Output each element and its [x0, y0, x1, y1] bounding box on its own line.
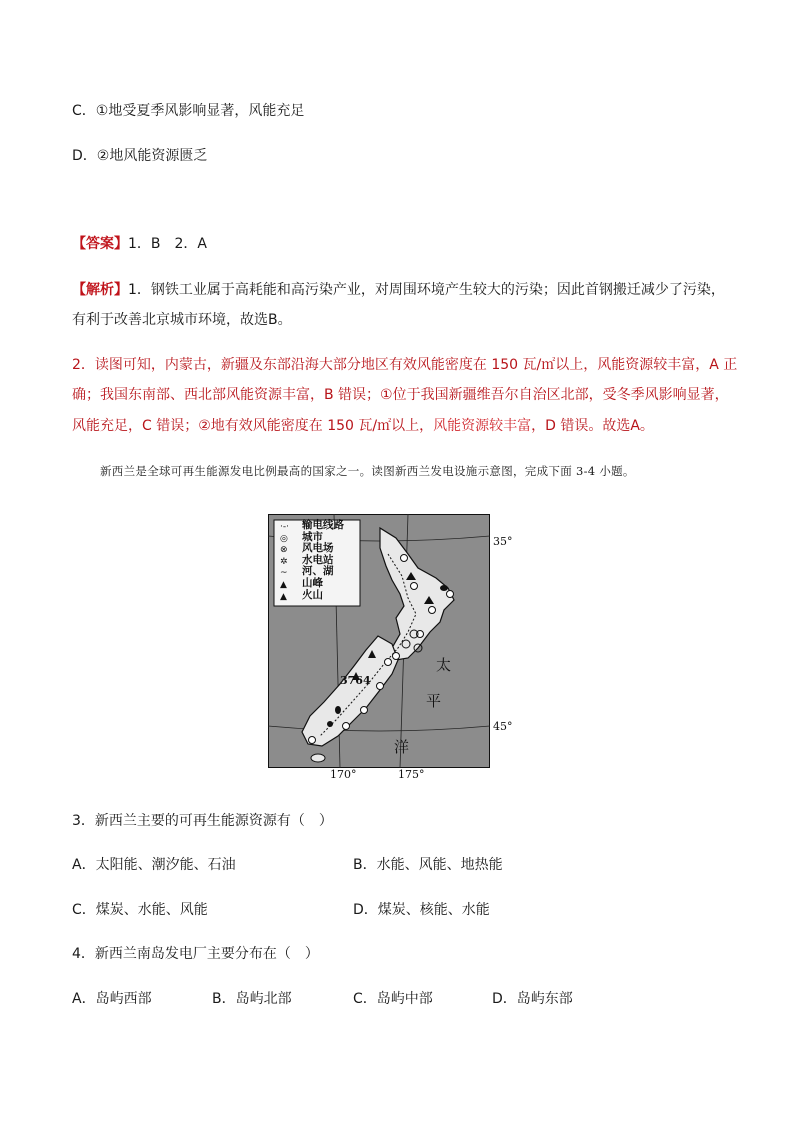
peak-icon: ▲ — [280, 579, 287, 590]
q3-option-b[interactable]: B．水能、风能、地热能 — [353, 857, 503, 873]
analysis-p2-l3c: ，D 错误。故选A。 — [531, 418, 654, 434]
q4-option-c[interactable]: C．岛屿中部 — [353, 991, 433, 1007]
legend-wind-farm: 风电场 — [302, 542, 334, 555]
lat-45-label: 45° — [493, 720, 513, 733]
volcano-icon: ▲ — [280, 591, 287, 602]
map-legend — [302, 520, 344, 601]
peak-elevation-label: 3764 — [340, 674, 371, 687]
option-c-prev: C．①地受夏季风影响显著，风能充足 — [72, 103, 305, 119]
hydro-icon: ✲ — [280, 556, 288, 567]
wind-farm-icon: ⊗ — [280, 545, 288, 556]
transmission-icon: ·-· — [280, 522, 289, 532]
analysis-p2-l3 — [72, 416, 654, 436]
legend-peak: 山峰 — [302, 576, 323, 589]
q3-option-d[interactable]: D．煤炭、核能、水能 — [353, 902, 490, 918]
city-icon: ◎ — [280, 533, 288, 544]
legend-city: 城市 — [302, 530, 323, 543]
lon-175-label: 175° — [398, 768, 425, 781]
answer-line — [72, 234, 207, 254]
option-d-prev: D．②地风能资源匮乏 — [72, 148, 208, 164]
q4-option-d[interactable]: D．岛屿东部 — [492, 991, 573, 1007]
q3-option-a[interactable]: A．太阳能、潮汐能、石油 — [72, 857, 236, 873]
q3-option-c[interactable]: C．煤炭、水能、风能 — [72, 902, 208, 918]
legend-volcano: 火山 — [302, 588, 323, 601]
legend-river-lake: 河、湖 — [302, 565, 334, 578]
lon-170-label: 170° — [330, 768, 357, 781]
answer-text: 1．B 2．A — [128, 236, 207, 252]
analysis-line-1 — [72, 280, 725, 300]
analysis-p2-l3a: 风能充足，C 错误；②地有效风能密度在 150 瓦/㎡以上， — [72, 418, 434, 434]
river-lake-icon: ~ — [280, 568, 288, 579]
q3-stem: 3．新西兰主要的可再生能源资源有（ ） — [72, 813, 333, 829]
question-intro: 新西兰是全球可再生能源发电比例最高的国家之一。读图新西兰发电设施示意图，完成下面 3-4 小题。 — [100, 464, 635, 478]
legend-transmission: 输电线路 — [302, 519, 344, 531]
analysis-p2-l2: 确；我国东南部、西北部风能资源丰富，B 错误；①位于我国新疆维吾尔自治区北部，受冬季风影响显著， — [72, 387, 729, 403]
analysis-p2-l1: 2．读图可知，内蒙古，新疆及东部沿海大部分地区有效风能密度在 150 瓦/㎡以上，风能资源较丰富，A 正 — [72, 357, 738, 373]
answer-label: 【答案】 — [72, 236, 128, 252]
analysis-p1-l2: 有利于改善北京城市环境，故选B。 — [72, 312, 292, 328]
ocean-char-2: 平 — [426, 692, 442, 710]
ocean-char-1: 太 — [436, 656, 452, 674]
analysis-p2-l3b: 风能资源较丰富 — [433, 418, 532, 434]
legend-hydro: 水电站 — [302, 553, 334, 566]
new-zealand-map — [268, 514, 513, 768]
lat-35-label: 35° — [493, 535, 513, 548]
ocean-char-3: 洋 — [394, 738, 410, 756]
legend-symbols — [280, 522, 289, 603]
q4-stem: 4．新西兰南岛发电厂主要分布在（ ） — [72, 946, 319, 962]
analysis-label: 【解析】 — [72, 282, 128, 298]
stewart-island — [311, 754, 325, 762]
q4-option-a[interactable]: A．岛屿西部 — [72, 991, 152, 1007]
analysis-p1-l1: 1．钢铁工业属于高耗能和高污染产业，对周围环境产生较大的污染；因此首钢搬迁减少了污染， — [128, 282, 725, 298]
q4-option-b[interactable]: B．岛屿北部 — [212, 991, 292, 1007]
